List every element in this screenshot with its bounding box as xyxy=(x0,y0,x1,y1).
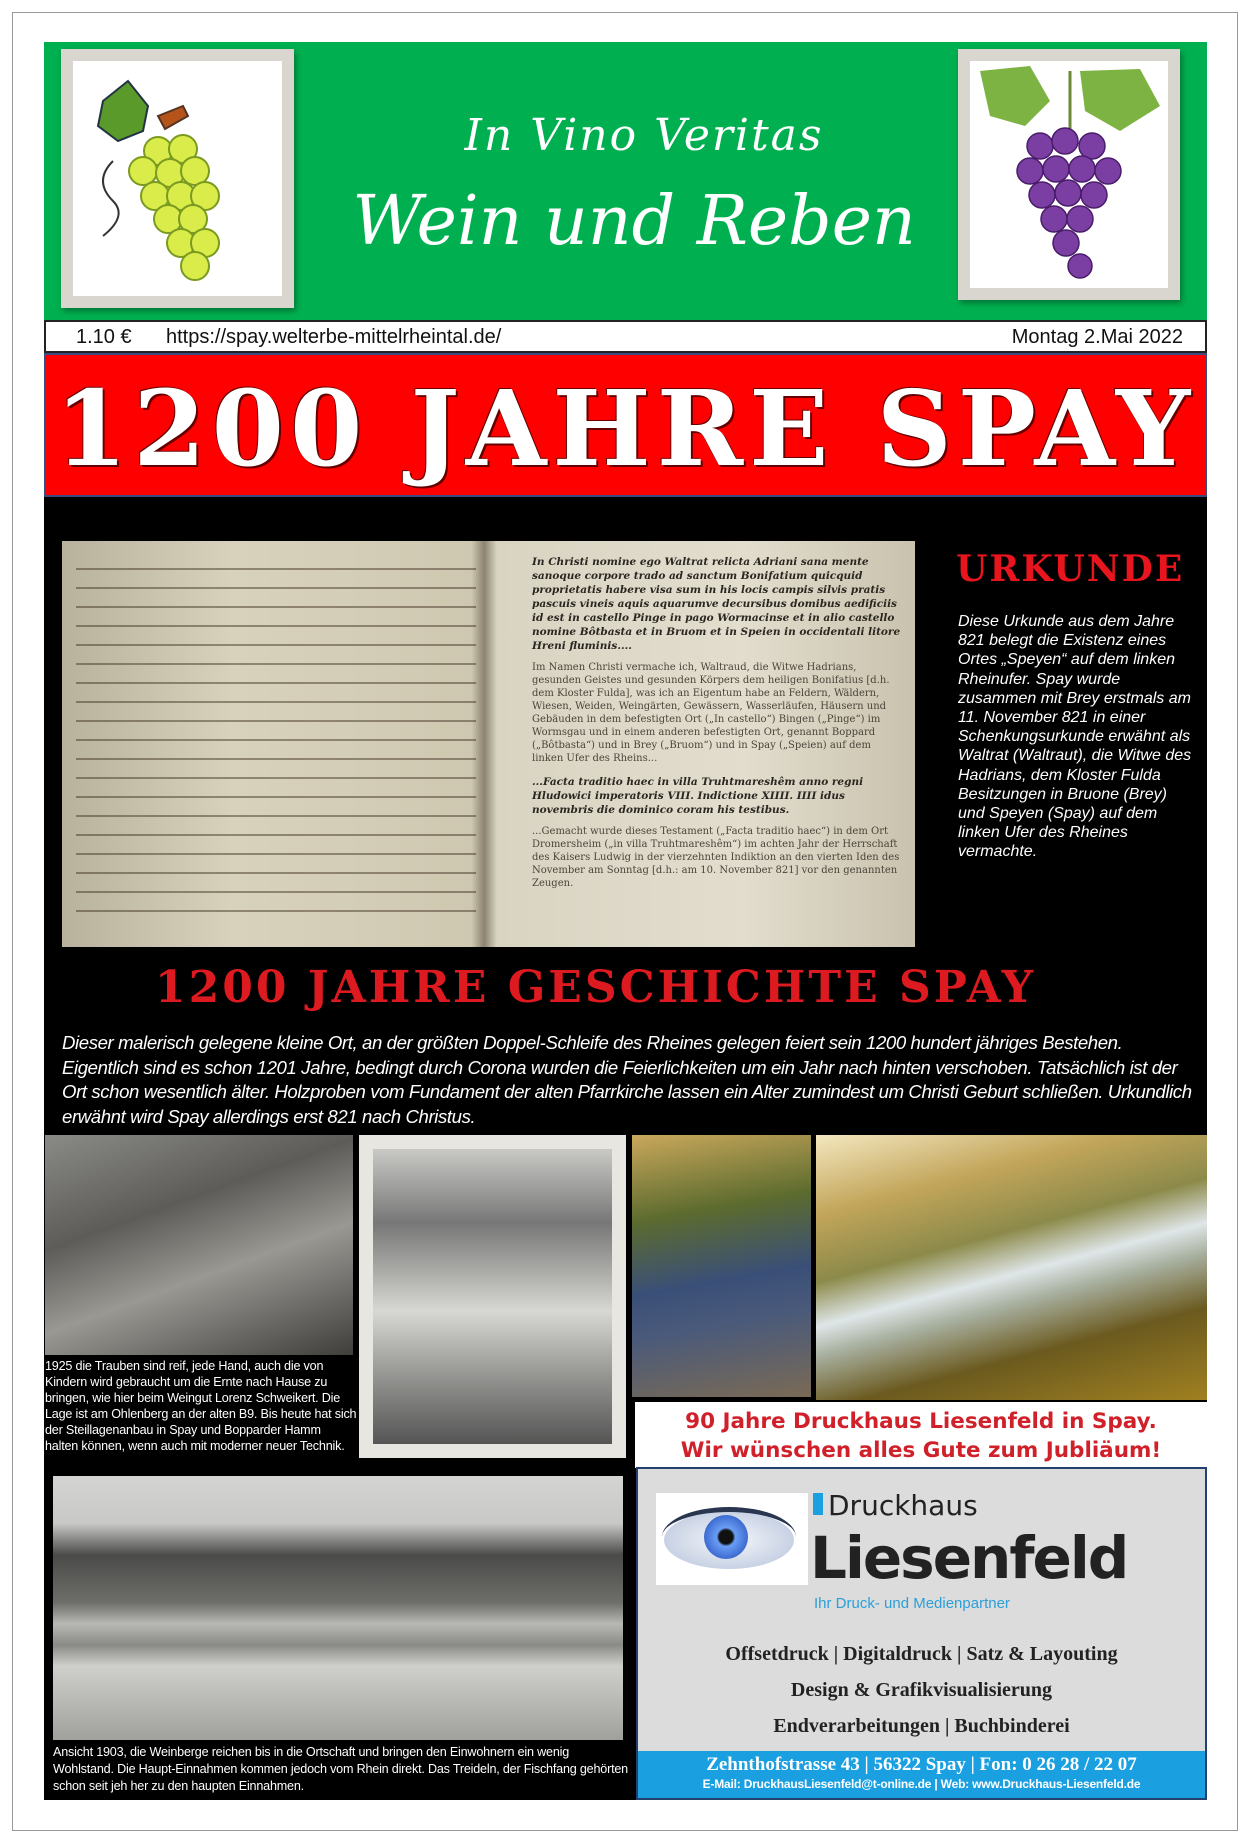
photo-caption-1903: Ansicht 1903, die Weinberge reichen bis in die Ortschaft und bringen den Einwohnern ein wenig Wohlstand. Die Haupt-Einnahmen kommen jedoch vom Rhein direkt. Das Treideln, der Fischfang gehörten schon seit jeh her zu den haupten Einnahmen. xyxy=(53,1745,628,1793)
green-grapes-icon xyxy=(73,61,282,296)
rhine-loop-photo xyxy=(816,1135,1207,1400)
email-web-links[interactable]: E-Mail: DruckhausLiesenfeld@t-online.de | Web: www.Druckhaus-Liesenfeld.de xyxy=(702,1777,1141,1791)
druckhaus-advertisement xyxy=(636,1467,1207,1800)
contact-footer xyxy=(638,1751,1205,1798)
address: Zehnthofstrasse 43 | 56322 Spay | Fon: 0 26 28 / 22 07 xyxy=(706,1754,1137,1775)
german-translation: ...Gemacht wurde dieses Testament („Facta traditio haec“) in dem Ort Dromersheim („in villa Truhtmareshêm“) im achten Jahr der Herrschaft des Kaisers Ludwig in der vierzehnten Indiktion an den vierten Iden des November am Sonntag [d.h.: am 10. November 821] vor den genannten Zeugen. xyxy=(532,826,900,889)
services-line-2: Design & Grafikvisualisierung xyxy=(790,1679,1053,1701)
history-text: Dieser malerisch gelegene kleine Ort, an der größten Doppel-Schleife des Rheines gelegen feiert sein 1200 hundert jähriges Bestehen. Eigentlich sind es schon 1201 Jahre, bedingt durch Corona wurden die Feierlichkeiten um ein Jahr nach hinten verschoben. Tatsächlich ist der Ort schon wesentlich älter. Holzproben vom Fundament der alten Pfarrkirche lassen ein Alter zumindest um Christi Geburt schließen. Urkundlich erwähnt wird Spay allerdings erst 821 nach Christus. xyxy=(62,1032,1192,1127)
manuscript-handwriting xyxy=(76,559,476,919)
headline-banner xyxy=(44,353,1207,497)
anniversary-banner xyxy=(635,1402,1207,1468)
blue-square-icon xyxy=(813,1493,823,1515)
anniversary-line-1: 90 Jahre Druckhaus Liesenfeld in Spay. xyxy=(685,1409,1157,1434)
masthead xyxy=(44,42,1207,320)
brand-small: Druckhaus xyxy=(813,1489,978,1523)
history-heading: 1200 JAHRE GESCHICHTE SPAY xyxy=(155,962,1036,1013)
anniversary-line-2: Wir wünschen alles Gute zum Jubliäum! xyxy=(680,1438,1162,1463)
services-line-3: Endverarbeitungen | Buchbinderei xyxy=(773,1715,1070,1737)
brand-name: Liesenfeld xyxy=(810,1524,1128,1592)
brand-tagline: Ihr Druck- und Medienpartner xyxy=(814,1595,1010,1612)
green-grapes-image xyxy=(61,49,294,308)
issue-date: Montag 2.Mai 2022 xyxy=(1011,326,1183,348)
vineyard-view-photo xyxy=(359,1135,626,1458)
headline: 1200 JAHRE SPAY xyxy=(54,367,1197,490)
services-line-1: Offsetdruck | Digitaldruck | Satz & Layouting xyxy=(725,1643,1118,1665)
masthead-title: Wein und Reben xyxy=(352,182,916,261)
info-bar xyxy=(44,320,1207,353)
spay-1903-photo xyxy=(53,1476,623,1740)
urkunde-text: Diese Urkunde aus dem Jahre 821 belegt die Existenz eines Ortes „Speyen“ auf dem linken Rheinufer. Spay wurde zusammen mit Brey erstmals am 11. November 821 in einer Schenkungsurkunde erwähnt als Waltrat (Waltraut), die Witwe des Hadrians, dem Kloster Fulda Besitzungen in Bruone (Brey) und Speyen (Spay) auf dem linken Ufer des Rheines vermachte. xyxy=(958,613,1192,861)
photo-caption-1925: 1925 die Trauben sind reif, jede Hand, auch die von Kindern wird gebraucht um die Ernte nach Hause zu bringen, wie hier beim Weingut Lorenz Schweikert. Die Lage ist am Ohlenberg an der alten B9. Bis heute hat sich der Steillagenanbau in Spay und Bopparder Hamm halten können, wenn auch mit moderner neuer Technik. xyxy=(45,1359,357,1453)
winegrowers-tractor-photo xyxy=(632,1135,811,1397)
manuscript-image xyxy=(62,541,915,947)
purple-grapes-image xyxy=(958,49,1180,300)
harvest-1925-photo xyxy=(45,1135,353,1355)
urkunde-heading: URKUNDE xyxy=(956,548,1185,590)
latin-text: ...Facta traditio haec in villa Truhtmareshêm anno regni Hludowici imperatoris VIII. Indictione XIIII. IIII idus novembris die dominico coram his testibus. xyxy=(532,776,864,816)
latin-text: In Christi nomine ego Waltrat relicta Adriani sana mente sanoque corpore trado ad sanctum Bonifatium quicquid proprietatis habere visa sum in his locis campis silvis pratis pascuis vineis aquis aquarumve decursibus domibus aedificiis id est in castello Pinge in pago Wormacinse et in alio castello nomine Bôtbasta et in Bruom et in Speien in occidentali litore Hreni fluminis.... xyxy=(532,556,901,652)
manuscript-transcription xyxy=(532,555,902,900)
masthead-subtitle: In Vino Veritas xyxy=(464,110,824,161)
german-translation: Im Namen Christi vermache ich, Waltraud, die Witwe Hadrians, gesunden Geistes und gesunden Körpers dem heiligen Bonifatius [d.h. dem Kloster Fulda], was ich an Eigentum habe an Feldern, Wäldern, Wiesen, Weiden, Weingärten, Gewässern, Wasserläufen, Häusern und Gebäuden in dem befestigten Ort („In castello“) Bingen („Pinge“) im Wormsgau und in einem anderen befestigten Ort, genannt Boppard („Bôtbasta“) und in Brey („Bruom“) und in Spay („Speien) auf dem linken Ufer des Rheins... xyxy=(532,662,890,764)
website-link[interactable]: https://spay.welterbe-mittelrheintal.de/ xyxy=(166,326,502,348)
eye-logo-icon xyxy=(656,1493,808,1585)
price: 1.10 € xyxy=(76,326,132,348)
purple-grapes-icon xyxy=(970,61,1168,288)
